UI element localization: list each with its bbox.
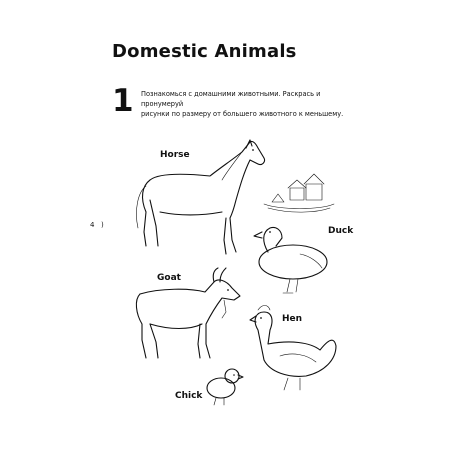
label-hen: Hen [282, 314, 303, 324]
label-horse: Horse [160, 150, 190, 160]
chick-illustration [207, 369, 243, 405]
horse-illustration [136, 140, 264, 254]
goat-illustration [136, 268, 240, 358]
exercise-number: 1 [112, 83, 134, 119]
label-chick: Chick [175, 391, 203, 401]
page-number: 4 [90, 221, 95, 229]
page-number-mark: ) [101, 221, 104, 229]
page-title: Domestic Animals [112, 41, 297, 62]
label-duck: Duck [328, 226, 354, 236]
label-goat: Goat [157, 273, 181, 283]
instruction-line-2: рисунки по размеру от большего животного к меньшему. [141, 110, 344, 118]
duck-illustration [254, 227, 327, 293]
farmhouse-illustration [264, 174, 334, 212]
instruction-line-1: Познакомься с домашними животными. Раскрась и пронумеруй [141, 90, 321, 108]
